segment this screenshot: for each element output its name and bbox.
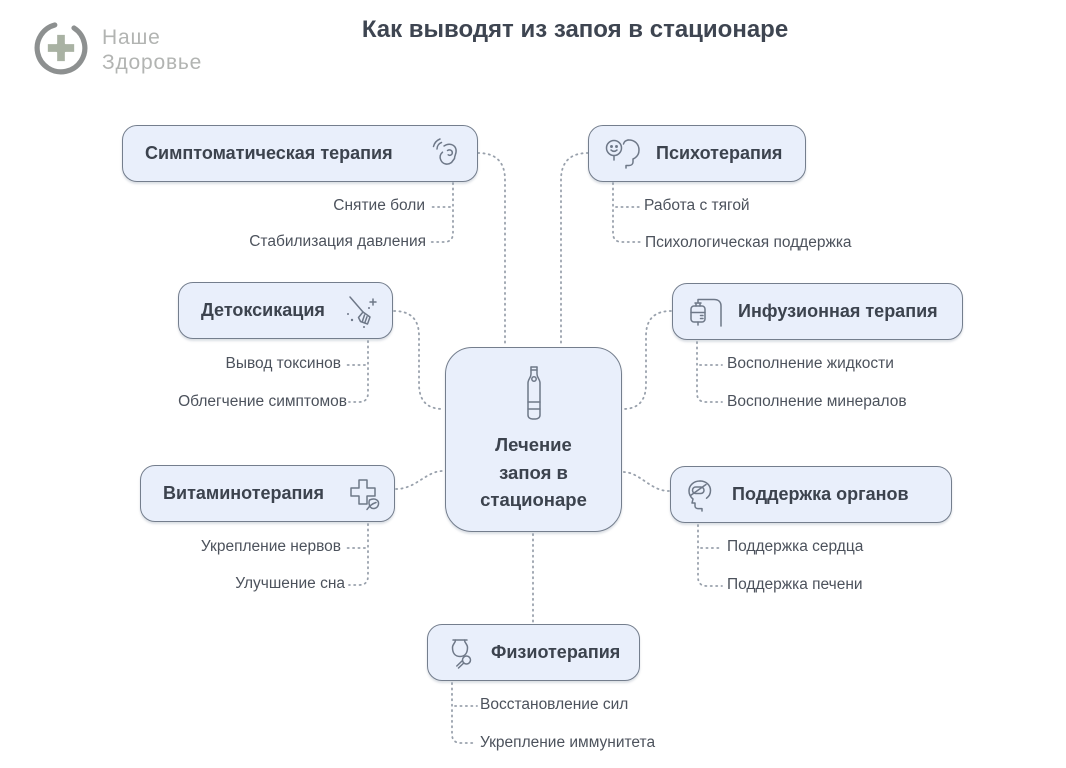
sub-item: Снятие боли bbox=[333, 197, 425, 214]
head-organ-icon bbox=[685, 478, 719, 512]
brand-logo bbox=[33, 20, 202, 81]
node-label: Симптоматическая терапия bbox=[145, 143, 393, 163]
node-detox bbox=[178, 282, 393, 339]
sub-item: Восстановление сил bbox=[480, 696, 629, 713]
sub-item: Укрепление иммунитета bbox=[480, 734, 656, 751]
node-label: Физиотерапия bbox=[491, 642, 621, 662]
node-central-treatment bbox=[445, 347, 622, 532]
sub-item: Вывод токсинов bbox=[225, 355, 341, 372]
bottle-icon bbox=[521, 365, 547, 421]
sub-item: Поддержка сердца bbox=[727, 538, 864, 555]
cross-leaf-icon bbox=[346, 476, 382, 512]
node-psychotherapy bbox=[588, 125, 806, 182]
node-infusion-therapy bbox=[672, 283, 963, 340]
node-symptomatic-therapy bbox=[122, 125, 478, 182]
medical-cross-logo-icon bbox=[33, 20, 89, 81]
sub-item: Улучшение сна bbox=[235, 575, 345, 592]
sub-item: Работа с тягой bbox=[644, 197, 750, 214]
sub-item: Восполнение минералов bbox=[727, 393, 907, 410]
sub-item: Восполнение жидкости bbox=[727, 355, 894, 372]
sub-item: Облегчение симптомов bbox=[178, 393, 347, 410]
node-label: Лечение запоя в стационаре bbox=[480, 433, 587, 511]
cupping-jar-icon bbox=[442, 635, 478, 671]
node-label: Инфузионная терапия bbox=[738, 301, 938, 321]
sub-item: Психологическая поддержка bbox=[645, 234, 852, 251]
page-title: Как выводят из запоя в стационаре bbox=[361, 16, 789, 43]
iv-drip-icon bbox=[687, 295, 725, 329]
brand-name: Наше Здоровье bbox=[102, 25, 203, 74]
sub-item: Укрепление нервов bbox=[200, 538, 341, 555]
node-label: Витаминотерапия bbox=[163, 483, 324, 503]
node-label: Психотерапия bbox=[656, 143, 783, 163]
head-smile-icon bbox=[603, 137, 643, 171]
sub-item: Стабилизация давления bbox=[249, 233, 426, 250]
node-organ-support bbox=[670, 466, 952, 523]
broom-icon bbox=[342, 292, 380, 330]
headache-icon bbox=[429, 136, 465, 172]
node-vitamin-therapy bbox=[140, 465, 395, 522]
sub-item: Поддержка печени bbox=[727, 576, 863, 593]
node-label: Поддержка органов bbox=[732, 484, 909, 504]
node-physiotherapy bbox=[427, 624, 640, 681]
node-label: Детоксикация bbox=[201, 300, 325, 320]
